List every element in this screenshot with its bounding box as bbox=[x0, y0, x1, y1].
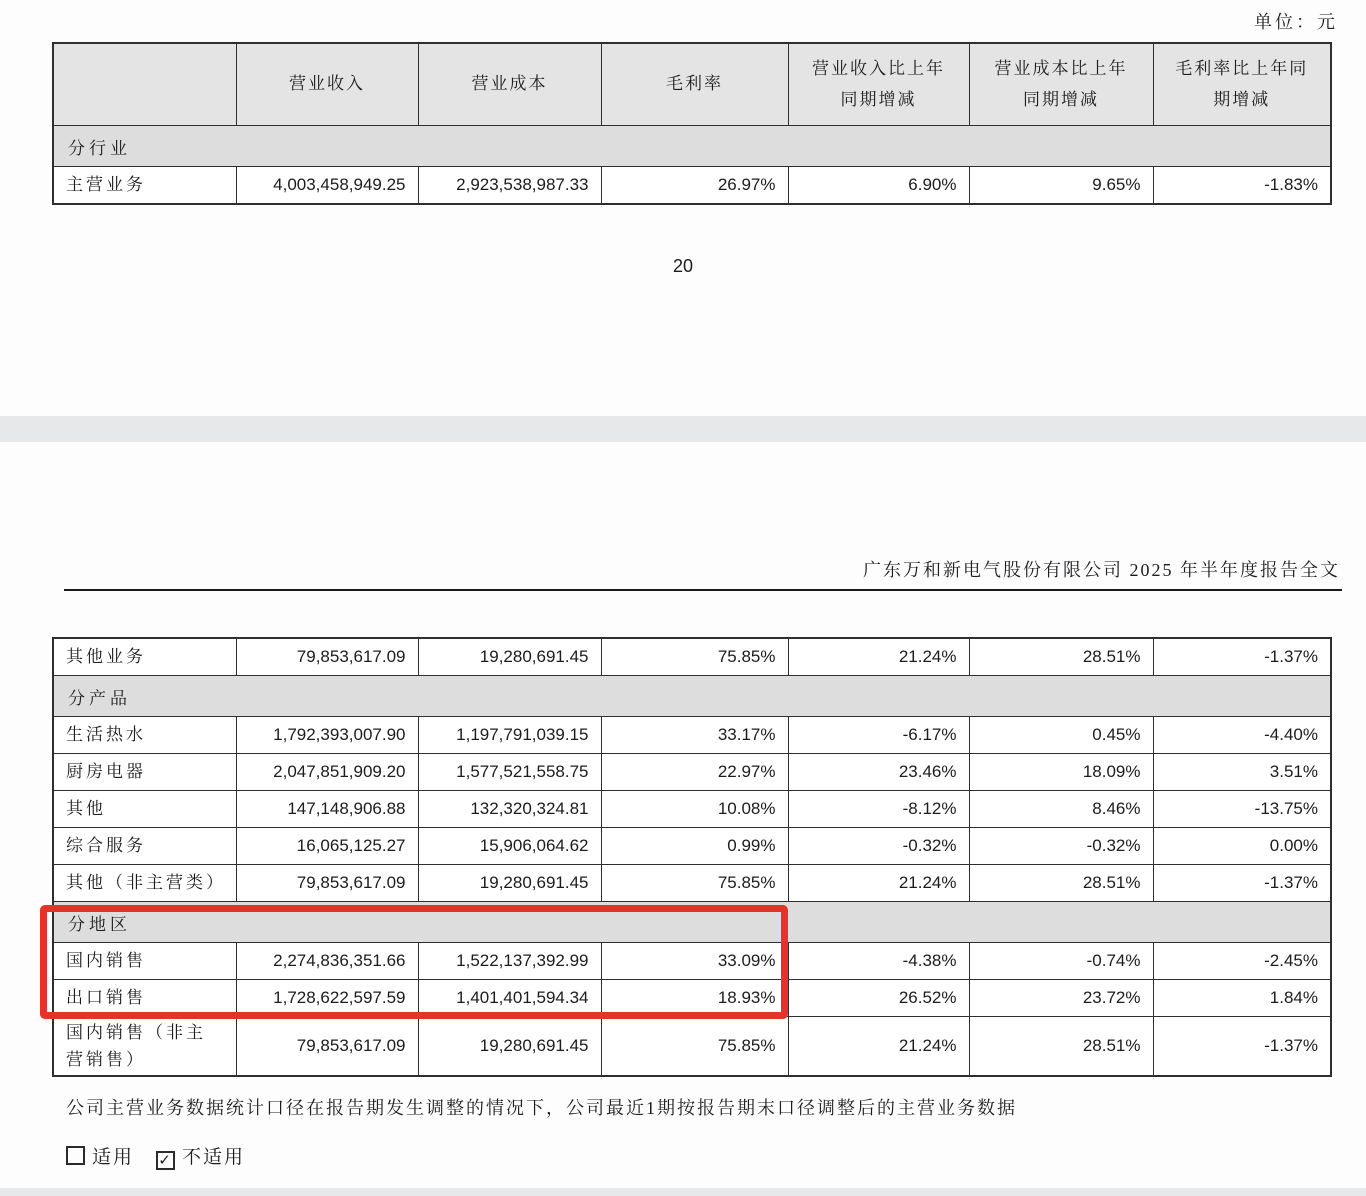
cell-value: 19,280,691.45 bbox=[418, 865, 601, 902]
header-rule bbox=[64, 589, 1342, 591]
adjustment-note: 公司主营业务数据统计口径在报告期发生调整的情况下，公司最近1期按报告期末口径调整后的主营业务数据 bbox=[66, 1098, 1017, 1118]
cell-value: 3.51% bbox=[1153, 754, 1331, 791]
cell-value: 1,197,791,039.15 bbox=[418, 717, 601, 754]
row-label: 其他业务 bbox=[53, 638, 236, 676]
cell-value: 147,148,906.88 bbox=[236, 791, 418, 828]
cell-value: -1.37% bbox=[1153, 638, 1331, 676]
cell-value: 26.52% bbox=[788, 980, 969, 1017]
cell-value: 22.97% bbox=[601, 754, 788, 791]
row-label: 国内销售（非主营销售） bbox=[53, 1017, 236, 1077]
cell-value: 75.85% bbox=[601, 1017, 788, 1077]
section-label: 分行业 bbox=[53, 126, 1331, 167]
checkbox-unchecked[interactable] bbox=[66, 1147, 134, 1168]
row-label: 主营业务 bbox=[53, 167, 236, 205]
cell-value: -13.75% bbox=[1153, 791, 1331, 828]
cell-value: -6.17% bbox=[788, 717, 969, 754]
cell-value: 75.85% bbox=[601, 638, 788, 676]
cell-value: 0.99% bbox=[601, 828, 788, 865]
table-row bbox=[53, 754, 1331, 791]
cell-value: 1,401,401,594.34 bbox=[418, 980, 601, 1017]
cell-value: 23.72% bbox=[969, 980, 1153, 1017]
column-header: 毛利率比上年同期增减 bbox=[1153, 43, 1331, 126]
bottom-band bbox=[0, 1188, 1366, 1196]
cell-value: 21.24% bbox=[788, 865, 969, 902]
table-row bbox=[53, 717, 1331, 754]
empty-checkbox-icon[interactable] bbox=[66, 1146, 85, 1165]
cell-value: 132,320,324.81 bbox=[418, 791, 601, 828]
column-header: 毛利率 bbox=[601, 43, 788, 126]
cell-value: 79,853,617.09 bbox=[236, 865, 418, 902]
cell-value: 10.08% bbox=[601, 791, 788, 828]
cell-value: -1.37% bbox=[1153, 1017, 1331, 1077]
cell-value: 0.45% bbox=[969, 717, 1153, 754]
cell-value: -0.32% bbox=[969, 828, 1153, 865]
cell-value: 75.85% bbox=[601, 865, 788, 902]
cell-value: 8.46% bbox=[969, 791, 1153, 828]
cell-value: 33.09% bbox=[601, 943, 788, 980]
segment-table-page2 bbox=[52, 637, 1332, 1077]
cell-value: 0.00% bbox=[1153, 828, 1331, 865]
cell-value: 18.09% bbox=[969, 754, 1153, 791]
cell-value: -4.38% bbox=[788, 943, 969, 980]
cell-value: 19,280,691.45 bbox=[418, 638, 601, 676]
row-label: 国内销售 bbox=[53, 943, 236, 980]
report-page-1 bbox=[0, 0, 1366, 416]
cell-value: -2.45% bbox=[1153, 943, 1331, 980]
cell-value: -0.74% bbox=[969, 943, 1153, 980]
cell-value: 23.46% bbox=[788, 754, 969, 791]
row-label: 其他 bbox=[53, 791, 236, 828]
table-row bbox=[53, 828, 1331, 865]
report-title: 广东万和新电气股份有限公司 2025 年半年度报告全文 bbox=[863, 560, 1340, 580]
column-header: 营业收入比上年同期增减 bbox=[788, 43, 969, 126]
cell-value: 33.17% bbox=[601, 717, 788, 754]
cell-value: 6.90% bbox=[788, 167, 969, 205]
cell-value: 79,853,617.09 bbox=[236, 1017, 418, 1077]
cell-value: 4,003,458,949.25 bbox=[236, 167, 418, 205]
table-row bbox=[53, 791, 1331, 828]
cell-value: -4.40% bbox=[1153, 717, 1331, 754]
table-row bbox=[53, 980, 1331, 1017]
column-header: 营业成本 bbox=[418, 43, 601, 126]
checkbox-label: 适用 bbox=[92, 1147, 135, 1168]
page-gap-band bbox=[0, 416, 1366, 442]
row-label: 综合服务 bbox=[53, 828, 236, 865]
column-header: 营业收入 bbox=[236, 43, 418, 126]
cell-value: 15,906,064.62 bbox=[418, 828, 601, 865]
segment-table-page1 bbox=[52, 42, 1332, 205]
table-row bbox=[53, 638, 1331, 676]
cell-value: 21.24% bbox=[788, 638, 969, 676]
column-header: 营业成本比上年同期增减 bbox=[969, 43, 1153, 126]
cell-value: 16,065,125.27 bbox=[236, 828, 418, 865]
table-row bbox=[53, 167, 1331, 205]
cell-value: 1,522,137,392.99 bbox=[418, 943, 601, 980]
cell-value: -8.12% bbox=[788, 791, 969, 828]
cell-value: 18.93% bbox=[601, 980, 788, 1017]
section-label: 分产品 bbox=[53, 676, 1331, 717]
unit-label: 单位：元 bbox=[1254, 12, 1338, 32]
applicability-checkboxes bbox=[66, 1142, 267, 1170]
checked-checkbox-icon[interactable]: ✓ bbox=[156, 1151, 175, 1170]
cell-value: 79,853,617.09 bbox=[236, 638, 418, 676]
table-row bbox=[53, 865, 1331, 902]
cell-value: 1.84% bbox=[1153, 980, 1331, 1017]
checkbox-label: 不适用 bbox=[182, 1147, 246, 1168]
checkbox-checked[interactable] bbox=[156, 1147, 245, 1168]
section-label: 分地区 bbox=[53, 902, 1331, 943]
cell-value: 2,274,836,351.66 bbox=[236, 943, 418, 980]
table-row bbox=[53, 1017, 1331, 1077]
section-row bbox=[53, 676, 1331, 717]
section-row bbox=[53, 126, 1331, 167]
report-page-2 bbox=[0, 442, 1366, 1188]
cell-value: 1,792,393,007.90 bbox=[236, 717, 418, 754]
cell-value: 2,923,538,987.33 bbox=[418, 167, 601, 205]
page-number: 20 bbox=[672, 256, 694, 276]
row-label: 出口销售 bbox=[53, 980, 236, 1017]
cell-value: 9.65% bbox=[969, 167, 1153, 205]
cell-value: 21.24% bbox=[788, 1017, 969, 1077]
column-header bbox=[53, 43, 236, 126]
cell-value: 28.51% bbox=[969, 1017, 1153, 1077]
cell-value: 28.51% bbox=[969, 638, 1153, 676]
cell-value: 26.97% bbox=[601, 167, 788, 205]
row-label: 其他（非主营类） bbox=[53, 865, 236, 902]
cell-value: 28.51% bbox=[969, 865, 1153, 902]
table-header-row bbox=[53, 43, 1331, 126]
section-row bbox=[53, 902, 1331, 943]
cell-value: 1,577,521,558.75 bbox=[418, 754, 601, 791]
cell-value: -0.32% bbox=[788, 828, 969, 865]
cell-value: -1.83% bbox=[1153, 167, 1331, 205]
row-label: 厨房电器 bbox=[53, 754, 236, 791]
table-row bbox=[53, 943, 1331, 980]
cell-value: 2,047,851,909.20 bbox=[236, 754, 418, 791]
row-label: 生活热水 bbox=[53, 717, 236, 754]
cell-value: 1,728,622,597.59 bbox=[236, 980, 418, 1017]
cell-value: 19,280,691.45 bbox=[418, 1017, 601, 1077]
cell-value: -1.37% bbox=[1153, 865, 1331, 902]
